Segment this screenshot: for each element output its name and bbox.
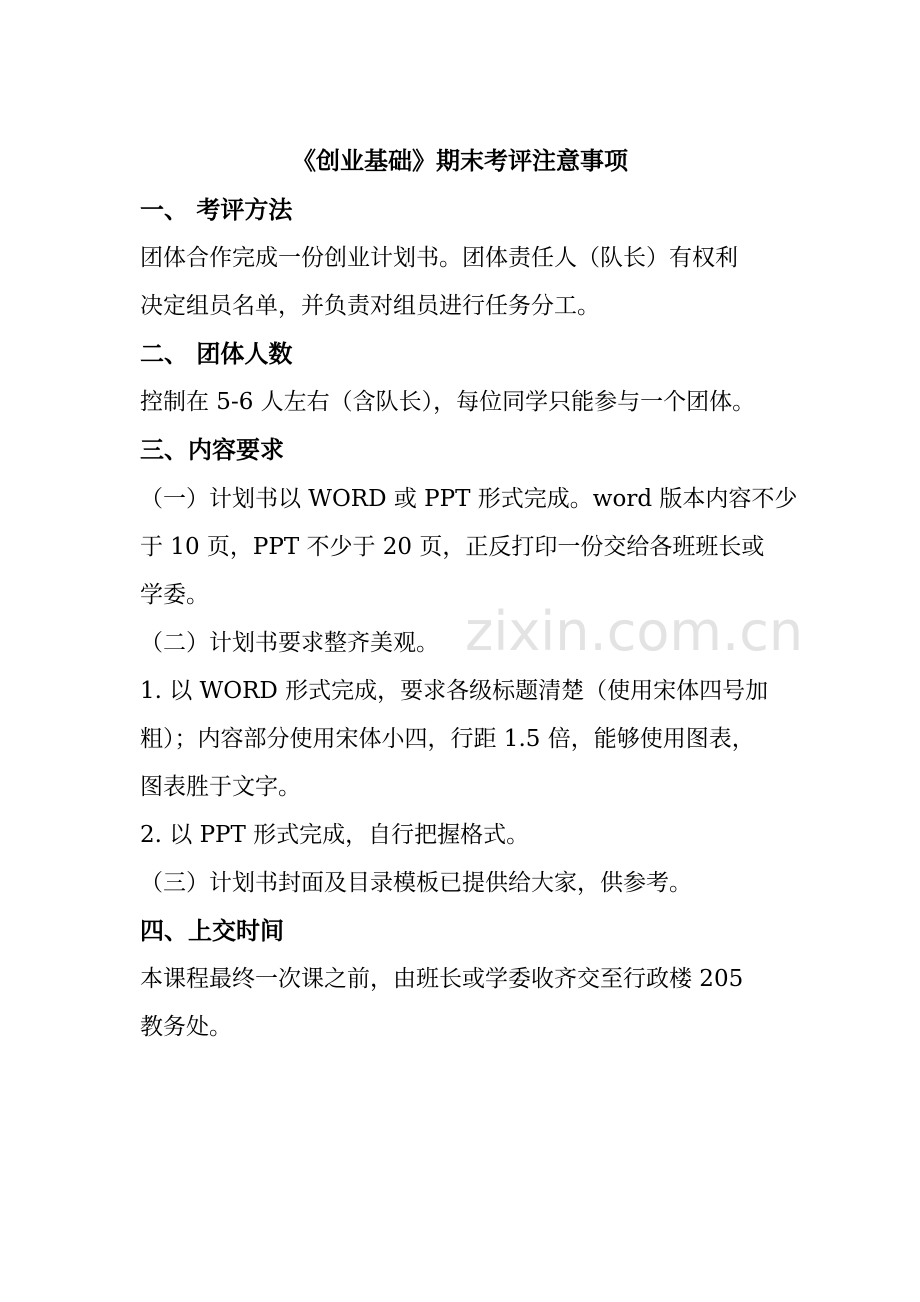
section-method-line-2: 决定组员名单，并负责对组员进行任务分工。 (140, 293, 600, 319)
section-content-line-3: 学委。 (140, 582, 209, 608)
section-content-line-5: 1. 以 WORD 形式完成，要求各级标题清楚（使用宋体四号加 (140, 678, 769, 704)
section-team-size-line-1: 控制在 5-6 人左右（含队长），每位同学只能参与一个团体。 (140, 389, 756, 415)
document-title: 《创业基础》期末考评注意事项 (292, 146, 628, 175)
section-content-line-7: 图表胜于文字。 (140, 774, 301, 800)
section-content-line-9: （三）计划书封面及目录模板已提供给大家，供参考。 (140, 870, 692, 896)
section-method-line-1: 团体合作完成一份创业计划书。团体责任人（队长）有权利 (140, 245, 738, 271)
section-deadline-line-2: 教务处。 (140, 1014, 232, 1040)
section-heading-deadline: 四、上交时间 (140, 916, 284, 945)
section-content-line-8: 2. 以 PPT 形式完成，自行把握格式。 (140, 822, 530, 848)
section-content-line-4: （二）计划书要求整齐美观。 (140, 630, 439, 656)
section-deadline-line-1: 本课程最终一次课之前，由班长或学委收齐交至行政楼 205 (140, 966, 744, 992)
watermark-text: zixin.com.cn (465, 600, 804, 663)
section-heading-team-size: 二、 团体人数 (140, 339, 293, 368)
section-content-line-6: 粗）；内容部分使用宋体小四，行距 1.5 倍，能够使用图表， (140, 726, 755, 752)
section-content-line-1: （一）计划书以 WORD 或 PPT 形式完成。word 版本内容不少 (140, 486, 798, 512)
section-heading-content: 三、内容要求 (140, 435, 284, 464)
section-heading-method: 一、 考评方法 (140, 195, 293, 224)
section-content-line-2: 于 10 页，PPT 不少于 20 页，正反打印一份交给各班班长或 (140, 534, 765, 560)
